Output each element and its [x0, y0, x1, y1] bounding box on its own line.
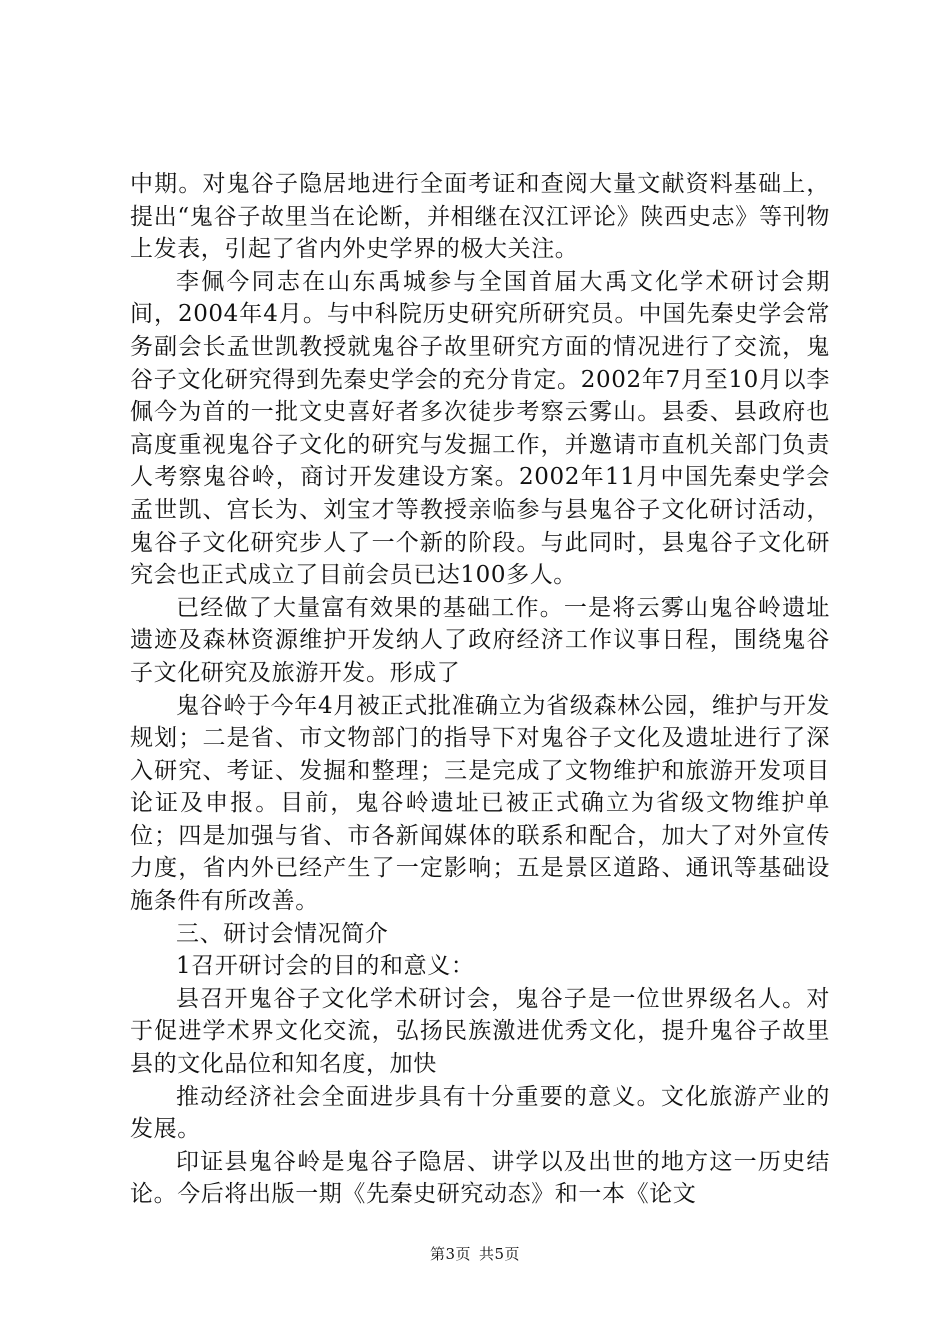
paragraph: 李佩今同志在山东禹城参与全国首届大禹文化学术研讨会期间，2004年4月。与中科院历史研究所研究员。中国先秦史学会常务副会长孟世凯教授就鬼谷子故里研究方面的情况进行了交流，鬼谷子文化研究得到先秦史学会的充分肯定。2002年7月至10月以李佩今为首的一批文史喜好者多次徒步考察云雾山。县委、县政府也高度重视鬼谷子文化的研究与发掘工作，并邀请市直机关部门负责人考察鬼谷岭，商讨开发建设方案。2002年11月中国先秦史学会孟世凯、宫长为、刘宝才等教授亲临参与县鬼谷子文化研讨活动，鬼谷子文化研究步人了一个新的阶段。与此同时，县鬼谷子文化研究会也正式成立了目前会员已达100多人。 [130, 268, 830, 589]
paragraph: 中期。对鬼谷子隐居地进行全面考证和查阅大量文献资料基础上，提出“鬼谷子故里当在论断，并相继在汉江评论》陕西史志》等刊物上发表，引起了省内外史学界的极大关注。 [130, 171, 830, 263]
paragraph: 印证县鬼谷岭是鬼谷子隐居、讲学以及出世的地方这一历史结论。今后将出版一期《先秦史研究动态》和一本《论文 [130, 1148, 830, 1208]
page-footer [0, 1244, 950, 1264]
document-body [130, 168, 830, 1211]
subsection-heading: 1召开研讨会的目的和意义： [176, 953, 475, 980]
paragraph: 鬼谷岭于今年4月被正式批准确立为省级森林公园，维护与开发规划；二是省、市文物部门的指导下对鬼谷子文化及遗址进行了深入研究、考证、发掘和整理；三是完成了文物维护和旅游开发项目论证及申报。目前，鬼谷岭遗址已被正式确立为省级文物维护单位；四是加强与省、市各新闻媒体的联系和配合，加大了对外宣传力度，省内外已经产生了一定影响；五是景区道路、通讯等基础设施条件有所改善。 [130, 692, 830, 915]
paragraph: 已经做了大量富有效果的基础工作。一是将云雾山鬼谷岭遗址遗迹及森林资源维护开发纳人了政府经济工作议事日程，围绕鬼谷子文化研究及旅游开发。形成了 [130, 594, 830, 686]
page-number: 第3页 [429, 1245, 471, 1263]
paragraph: 县召开鬼谷子文化学术研讨会，鬼谷子是一位世界级名人。对于促进学术界文化交流，弘扬民族激进优秀文化，提升鬼谷子故里县的文化品位和知名度，加快 [130, 985, 830, 1078]
paragraph: 推动经济社会全面进步具有十分重要的意义。文化旅游产业的发展。 [130, 1083, 830, 1143]
page-total: 共5页 [479, 1245, 521, 1263]
section-heading: 三、研讨会情况简介 [176, 920, 389, 947]
